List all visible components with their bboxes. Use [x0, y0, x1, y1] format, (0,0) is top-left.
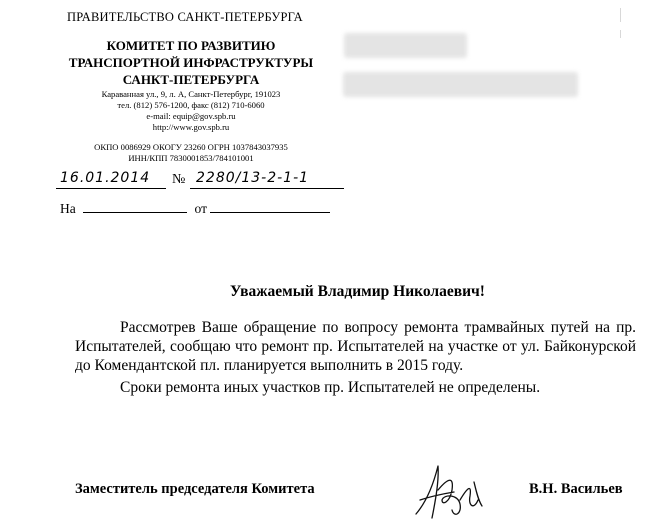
- email: e-mail: equip@gov.spb.ru: [146, 111, 236, 121]
- inn-kpp: ИНН/КПП 7830001853/784101001: [128, 153, 254, 163]
- okpo-codes: ОКПО 0086929 ОКОГУ 23260 ОГРН 1037843037935: [94, 142, 288, 152]
- na-underline: [83, 200, 187, 213]
- scan-mark: [620, 8, 621, 22]
- number-sign: №: [172, 172, 186, 187]
- ot-label: от: [194, 201, 207, 216]
- letter-body: [75, 318, 636, 397]
- reference-line: [60, 200, 330, 217]
- government-title: ПРАВИТЕЛЬСТВО САНКТ-ПЕТЕРБУРГА: [67, 10, 303, 24]
- contact-block: [50, 89, 332, 133]
- number-underline: [190, 188, 344, 189]
- scan-mark: [620, 30, 621, 38]
- na-label: На: [60, 201, 76, 216]
- ot-underline: [210, 200, 330, 213]
- committee-name: [50, 37, 332, 88]
- redacted-recipient-line-2: [343, 72, 578, 97]
- signer-name: В.Н. Васильев: [529, 481, 623, 497]
- redacted-recipient-line-1: [344, 33, 467, 58]
- committee-line: КОМИТЕТ ПО РАЗВИТИЮ: [106, 38, 276, 53]
- paragraph: Рассмотрев Ваше обращение по вопросу ремонта трамвайных путей на пр. Испытателей, сообщаю что ремонт пр. Испытателей на участке от ул. Байконурской до Комендантской пл. планируется выполнить в 2015 году.: [75, 319, 636, 374]
- address: Караванная ул., 9, л. А, Санкт-Петербург, 191023: [101, 89, 281, 99]
- registration-line: [56, 170, 346, 192]
- date-underline: [56, 188, 166, 189]
- registry-codes: [50, 142, 332, 164]
- handwritten-signature: [408, 460, 498, 526]
- paragraph: Сроки ремонта иных участков пр. Испытателей не определены.: [120, 379, 541, 396]
- handwritten-number: 2280/13-2-1-1: [196, 170, 310, 186]
- phone-fax: тел. (812) 576-1200, факс (812) 710-6060: [117, 100, 265, 110]
- website: http://www.gov.spb.ru: [152, 122, 230, 132]
- committee-line: САНКТ-ПЕТЕРБУРГА: [122, 72, 260, 87]
- handwritten-date: 16.01.2014: [60, 170, 151, 186]
- committee-line: ТРАНСПОРТНОЙ ИНФРАСТРУКТУРЫ: [68, 55, 314, 70]
- signer-position: Заместитель председателя Комитета: [75, 481, 315, 497]
- greeting: Уважаемый Владимир Николаевич!: [230, 283, 485, 300]
